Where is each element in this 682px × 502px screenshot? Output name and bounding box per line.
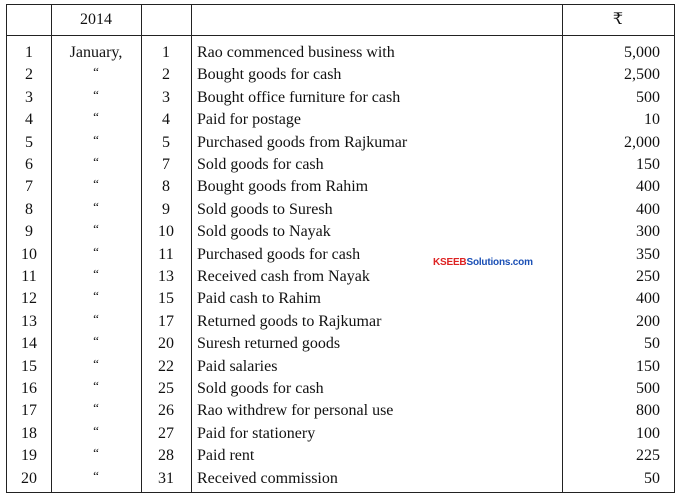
table-row (7, 423, 674, 445)
row-description: Rao commenced business with (197, 44, 395, 61)
ditto-mark: “ (93, 176, 99, 192)
row-month (51, 132, 141, 154)
row-number: 12 (21, 290, 37, 308)
row-day: 11 (158, 245, 174, 263)
row-description: Received commission (197, 469, 338, 487)
row-month (51, 266, 141, 288)
row-description: Paid cash to Rahim (197, 290, 321, 308)
row-description: Suresh returned goods (197, 335, 341, 353)
row-description: Paid salaries (197, 357, 278, 375)
row-amount: 10 (644, 111, 660, 129)
table-row (7, 132, 674, 154)
table-row (7, 288, 674, 310)
row-description: Bought goods for cash (197, 66, 342, 84)
ditto-mark: “ (93, 221, 99, 237)
row-amount: 150 (636, 156, 660, 173)
row-day: 13 (158, 268, 174, 285)
table-row (7, 445, 674, 467)
row-amount: 225 (636, 447, 660, 465)
row-number: 14 (21, 335, 37, 353)
table-row (7, 311, 674, 333)
row-amount: 400 (636, 178, 660, 196)
row-number: 8 (25, 200, 33, 218)
row-month (51, 288, 141, 310)
row-amount: 200 (636, 312, 660, 330)
row-day: 17 (158, 312, 174, 330)
row-day: 9 (162, 200, 170, 218)
ditto-mark: “ (93, 266, 99, 281)
row-description: Sold goods for cash (197, 380, 324, 397)
row-month (51, 468, 141, 490)
row-day: 3 (162, 88, 170, 106)
row-number: 5 (25, 133, 33, 151)
table-row (7, 87, 674, 109)
ditto-mark: “ (93, 333, 99, 349)
ditto-mark: “ (93, 154, 99, 169)
year-header: 2014 (80, 11, 112, 28)
ditto-mark: “ (93, 445, 99, 461)
row-day: 26 (158, 402, 174, 420)
row-amount: 5,000 (624, 44, 660, 61)
table-row (7, 176, 674, 198)
ditto-mark: “ (93, 400, 99, 416)
ditto-mark: “ (93, 64, 99, 80)
row-amount: 350 (636, 245, 660, 263)
row-month (51, 333, 141, 355)
row-month (51, 311, 141, 333)
table-row (7, 378, 674, 400)
row-day: 31 (158, 469, 174, 487)
row-description: Paid rent (197, 447, 255, 465)
row-amount: 250 (636, 268, 660, 285)
row-day: 8 (162, 178, 170, 196)
row-day: 22 (158, 357, 174, 375)
ditto-mark: “ (93, 86, 99, 102)
row-day: 10 (158, 223, 174, 241)
row-description: Sold goods to Suresh (197, 200, 333, 218)
watermark-part2: Solutions.com (466, 257, 533, 268)
row-description: Received cash from Nayak (197, 268, 370, 285)
header-divider (7, 35, 674, 36)
table-row (7, 221, 674, 243)
table-row (7, 42, 674, 64)
row-day: 1 (162, 44, 170, 61)
transactions-table (6, 4, 675, 493)
row-amount: 2,000 (624, 133, 660, 151)
row-number: 19 (21, 447, 37, 465)
row-description: Purchased goods from Rajkumar (197, 133, 408, 151)
row-number: 9 (25, 223, 33, 241)
row-day: 4 (162, 111, 170, 129)
ditto-mark: “ (93, 355, 99, 371)
row-description: Paid for stationery (197, 424, 316, 442)
row-description: Purchased goods for cash (197, 245, 361, 263)
row-description: Bought goods from Rahim (197, 178, 369, 196)
table-row (7, 266, 674, 288)
ditto-mark: “ (93, 310, 99, 326)
row-day: 7 (162, 156, 170, 173)
ditto-mark: “ (93, 243, 99, 259)
watermark-logo (433, 257, 533, 268)
row-month (51, 154, 141, 176)
row-month (51, 445, 141, 467)
row-month (51, 64, 141, 86)
row-description: Rao withdrew for personal use (197, 402, 394, 420)
row-day: 28 (158, 447, 174, 465)
ditto-mark: “ (93, 198, 99, 214)
row-amount: 100 (636, 424, 660, 442)
row-amount: 300 (636, 223, 660, 241)
row-description: Bought office furniture for cash (197, 88, 401, 106)
table-row (7, 244, 674, 266)
row-description: Sold goods for cash (197, 156, 324, 173)
row-number: 11 (21, 268, 37, 285)
row-amount: 50 (644, 469, 660, 487)
row-number: 20 (21, 469, 37, 487)
row-month: January, (69, 44, 123, 61)
row-amount: 800 (636, 402, 660, 420)
row-number: 2 (25, 66, 33, 84)
row-description: Returned goods to Rajkumar (197, 312, 382, 330)
row-amount: 2,500 (624, 66, 660, 84)
row-number: 3 (25, 88, 33, 106)
row-month (51, 199, 141, 221)
row-month (51, 400, 141, 422)
table-row (7, 333, 674, 355)
row-description: Sold goods to Nayak (197, 223, 331, 241)
row-amount: 50 (644, 335, 660, 353)
row-day: 15 (158, 290, 174, 308)
row-day: 25 (158, 380, 174, 397)
row-amount: 500 (636, 88, 660, 106)
row-month (51, 109, 141, 131)
table-row (7, 468, 674, 490)
row-amount: 400 (636, 290, 660, 308)
row-number: 6 (25, 156, 33, 173)
row-number: 17 (21, 402, 37, 420)
row-description: Paid for postage (197, 111, 301, 129)
row-month (51, 87, 141, 109)
row-month (51, 423, 141, 445)
row-month (51, 378, 141, 400)
row-number: 1 (25, 44, 33, 61)
row-number: 13 (21, 312, 37, 330)
table-row (7, 109, 674, 131)
row-month (51, 356, 141, 378)
table-row (7, 154, 674, 176)
watermark-part1: KSEEB (433, 257, 467, 268)
row-number: 10 (21, 245, 37, 263)
row-number: 7 (25, 178, 33, 196)
row-day: 27 (158, 424, 174, 442)
row-number: 15 (21, 357, 37, 375)
row-month (51, 176, 141, 198)
currency-header: ₹ (612, 11, 624, 28)
table-row (7, 199, 674, 221)
row-month (51, 244, 141, 266)
row-number: 4 (25, 111, 33, 129)
row-month (51, 221, 141, 243)
ditto-mark: “ (93, 288, 99, 304)
table-row (7, 64, 674, 86)
row-amount: 500 (636, 380, 660, 397)
table-row (7, 400, 674, 422)
ditto-mark: “ (93, 378, 99, 393)
row-day: 2 (162, 66, 170, 84)
row-number: 16 (21, 380, 37, 397)
table-row (7, 356, 674, 378)
ditto-mark: “ (93, 422, 99, 438)
row-day: 5 (162, 133, 170, 151)
row-amount: 400 (636, 200, 660, 218)
ditto-mark: “ (93, 131, 99, 147)
ditto-mark: “ (93, 109, 99, 125)
row-number: 18 (21, 424, 37, 442)
row-day: 20 (158, 335, 174, 353)
row-amount: 150 (636, 357, 660, 375)
ditto-mark: “ (93, 467, 99, 483)
